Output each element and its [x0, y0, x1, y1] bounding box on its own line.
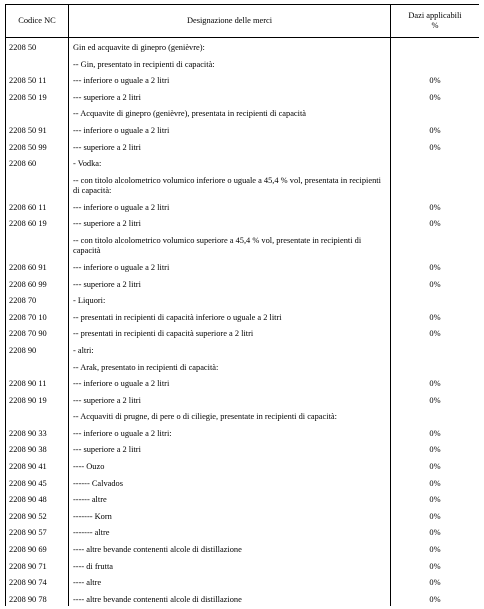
designation-cell: --- superiore a 2 litri: [69, 278, 391, 295]
designation-cell: ------- Korn: [69, 510, 391, 527]
cn-code-cell: 2208 70: [6, 294, 69, 311]
header-designation: Designazione delle merci: [69, 5, 391, 38]
duty-cell: [391, 174, 480, 201]
table-row: [6, 74, 480, 91]
designation-cell: -- Acquavite di ginepro (genièvre), presentata in recipienti di capacità: [69, 107, 391, 124]
duty-cell: [391, 38, 480, 58]
cn-code-cell: 2208 90: [6, 344, 69, 361]
cn-code-cell: 2208 60 91: [6, 261, 69, 278]
duty-cell: 0%: [391, 477, 480, 494]
duty-cell: 0%: [391, 543, 480, 560]
designation-cell: --- superiore a 2 litri: [69, 217, 391, 234]
table-row: [6, 174, 480, 201]
duty-cell: [391, 157, 480, 174]
cn-code-cell: 2208 60 11: [6, 201, 69, 218]
duty-cell: 0%: [391, 217, 480, 234]
duty-cell: 0%: [391, 460, 480, 477]
table-row: [6, 234, 480, 261]
duty-cell: [391, 107, 480, 124]
duty-cell: 0%: [391, 427, 480, 444]
cn-code-cell: 2208 70 10: [6, 311, 69, 328]
tariff-table: [5, 4, 479, 606]
table-row: [6, 38, 480, 58]
table-row: [6, 410, 480, 427]
duty-cell: 0%: [391, 593, 480, 606]
duty-cell: 0%: [391, 311, 480, 328]
table-row: [6, 344, 480, 361]
designation-cell: --- inferiore o uguale a 2 litri: [69, 74, 391, 91]
cn-code-cell: [6, 107, 69, 124]
table-row: [6, 377, 480, 394]
designation-cell: -- con titolo alcolometrico volumico superiore a 45,4 % vol, presentate in recipienti di capacità: [69, 234, 391, 261]
table-row: [6, 261, 480, 278]
duty-cell: 0%: [391, 278, 480, 295]
table-row: [6, 278, 480, 295]
cn-code-cell: 2208 70 90: [6, 327, 69, 344]
duty-cell: 0%: [391, 526, 480, 543]
duty-cell: 0%: [391, 377, 480, 394]
table-row: [6, 510, 480, 527]
cn-code-cell: [6, 234, 69, 261]
designation-cell: ---- altre bevande contenenti alcole di distillazione: [69, 543, 391, 560]
duty-cell: 0%: [391, 74, 480, 91]
cn-code-cell: 2208 90 78: [6, 593, 69, 606]
cn-code-cell: 2208 90 19: [6, 394, 69, 411]
table-row: [6, 327, 480, 344]
designation-cell: -- presentati in recipienti di capacità superiore a 2 litri: [69, 327, 391, 344]
duty-cell: 0%: [391, 201, 480, 218]
table-row: [6, 477, 480, 494]
designation-cell: --- superiore a 2 litri: [69, 141, 391, 158]
cn-code-cell: 2208 50 11: [6, 74, 69, 91]
cn-code-cell: 2208 50 91: [6, 124, 69, 141]
designation-cell: -- con titolo alcolometrico volumico inferiore o uguale a 45,4 % vol, presentata in recipienti di capacità:: [69, 174, 391, 201]
designation-cell: --- superiore a 2 litri: [69, 394, 391, 411]
table-row: [6, 311, 480, 328]
table-row: [6, 217, 480, 234]
table-row: [6, 141, 480, 158]
designation-cell: --- superiore a 2 litri: [69, 91, 391, 108]
duty-cell: [391, 361, 480, 378]
cn-code-cell: 2208 60 99: [6, 278, 69, 295]
duty-cell: [391, 294, 480, 311]
table-row: [6, 526, 480, 543]
duty-cell: 0%: [391, 510, 480, 527]
duty-cell: 0%: [391, 394, 480, 411]
duty-cell: 0%: [391, 141, 480, 158]
duty-cell: [391, 410, 480, 427]
designation-cell: - Liquori:: [69, 294, 391, 311]
designation-cell: -- presentati in recipienti di capacità inferiore o uguale a 2 litri: [69, 311, 391, 328]
designation-cell: --- inferiore o uguale a 2 litri: [69, 377, 391, 394]
cn-code-cell: 2208 90 45: [6, 477, 69, 494]
cn-code-cell: 2208 90 38: [6, 443, 69, 460]
cn-code-cell: [6, 361, 69, 378]
cn-code-cell: [6, 410, 69, 427]
cn-code-cell: [6, 174, 69, 201]
designation-cell: ------- altre: [69, 526, 391, 543]
cn-code-cell: 2208 90 33: [6, 427, 69, 444]
designation-cell: -- Gin, presentato in recipienti di capacità:: [69, 58, 391, 75]
cn-code-cell: 2208 50 19: [6, 91, 69, 108]
duty-cell: 0%: [391, 91, 480, 108]
designation-cell: --- superiore a 2 litri: [69, 443, 391, 460]
table-row: [6, 58, 480, 75]
designation-cell: --- inferiore o uguale a 2 litri: [69, 261, 391, 278]
designation-cell: --- inferiore o uguale a 2 litri: [69, 201, 391, 218]
table-body: [6, 38, 480, 607]
table-row: [6, 427, 480, 444]
cn-code-cell: 2208 60 19: [6, 217, 69, 234]
designation-cell: ------ Calvados: [69, 477, 391, 494]
table-row: [6, 576, 480, 593]
duty-cell: 0%: [391, 261, 480, 278]
table-row: [6, 107, 480, 124]
duty-cell: [391, 58, 480, 75]
designation-cell: - altri:: [69, 344, 391, 361]
table-row: [6, 394, 480, 411]
table-row: [6, 124, 480, 141]
cn-code-cell: 2208 50 99: [6, 141, 69, 158]
cn-code-cell: 2208 90 48: [6, 493, 69, 510]
table-row: [6, 443, 480, 460]
table-row: [6, 460, 480, 477]
table-row: [6, 91, 480, 108]
cn-code-cell: 2208 90 71: [6, 560, 69, 577]
designation-cell: - Vodka:: [69, 157, 391, 174]
cn-code-cell: 2208 50: [6, 38, 69, 58]
duty-cell: 0%: [391, 327, 480, 344]
cn-code-cell: 2208 90 41: [6, 460, 69, 477]
table-row: [6, 593, 480, 606]
duty-cell: 0%: [391, 560, 480, 577]
cn-code-cell: 2208 60: [6, 157, 69, 174]
table-row: [6, 157, 480, 174]
table-row: [6, 560, 480, 577]
designation-cell: ---- di frutta: [69, 560, 391, 577]
header-duty-text: Dazi applicabili %: [408, 11, 462, 30]
duty-cell: 0%: [391, 576, 480, 593]
header-code: Codice NC: [6, 5, 69, 38]
designation-cell: ---- altre bevande contenenti alcole di distillazione: [69, 593, 391, 606]
cn-code-cell: 2208 90 52: [6, 510, 69, 527]
table-row: [6, 493, 480, 510]
designation-cell: ---- altre: [69, 576, 391, 593]
table-row: [6, 294, 480, 311]
cn-code-cell: 2208 90 69: [6, 543, 69, 560]
table-row: [6, 361, 480, 378]
cn-code-cell: 2208 90 57: [6, 526, 69, 543]
header-duty: [391, 5, 480, 38]
duty-cell: 0%: [391, 443, 480, 460]
table-header: [6, 5, 480, 38]
designation-cell: --- inferiore o uguale a 2 litri: [69, 124, 391, 141]
duty-cell: [391, 344, 480, 361]
designation-cell: --- inferiore o uguale a 2 litri:: [69, 427, 391, 444]
cn-code-cell: 2208 90 74: [6, 576, 69, 593]
designation-cell: -- Arak, presentato in recipienti di capacità:: [69, 361, 391, 378]
designation-cell: -- Acquaviti di prugne, di pere o di ciliegie, presentate in recipienti di capacità:: [69, 410, 391, 427]
designation-cell: ---- Ouzo: [69, 460, 391, 477]
tariff-document: [5, 4, 479, 606]
duty-cell: 0%: [391, 493, 480, 510]
designation-cell: ------ altre: [69, 493, 391, 510]
cn-code-cell: [6, 58, 69, 75]
duty-cell: [391, 234, 480, 261]
table-row: [6, 543, 480, 560]
cn-code-cell: 2208 90 11: [6, 377, 69, 394]
designation-cell: Gin ed acquavite di ginepro (genièvre):: [69, 38, 391, 58]
table-row: [6, 201, 480, 218]
duty-cell: 0%: [391, 124, 480, 141]
